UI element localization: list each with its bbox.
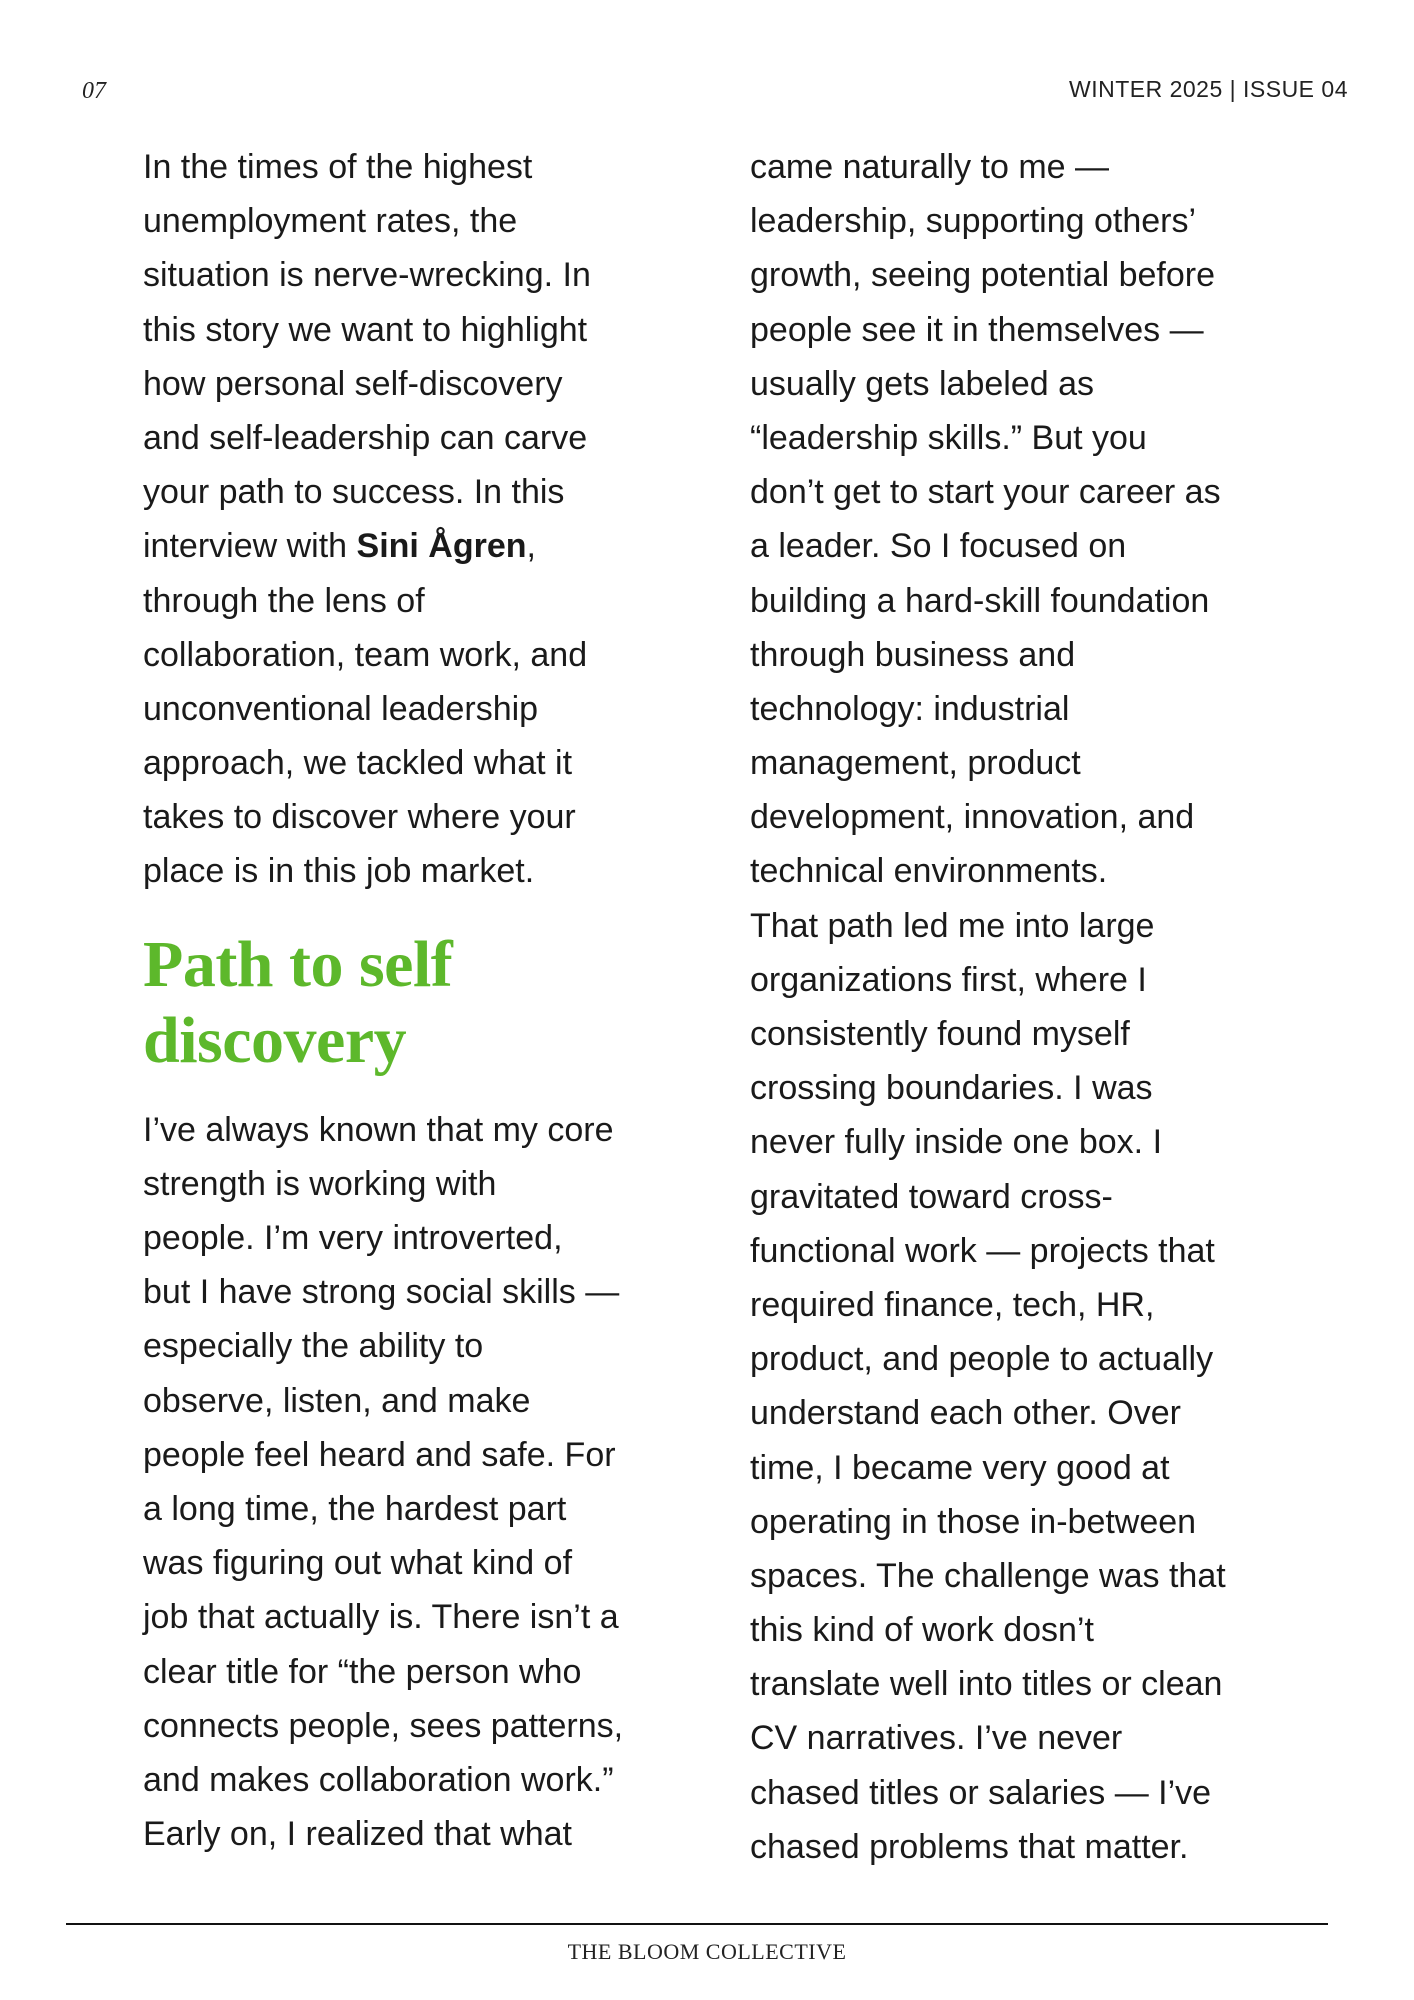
body-line: required finance, tech, HR, [750,1285,1155,1324]
intro-line: your path to success. In this [143,473,565,512]
intro-line: this story we want to highlight [143,310,588,349]
body-line: strength is working with [143,1164,497,1203]
body-line: came naturally to me — [750,148,1110,186]
section-heading-line: discovery [143,1003,407,1077]
intro-line: how personal self-discovery [143,364,563,403]
body-line: people. I’m very introverted, [143,1219,563,1257]
body-line: chased problems that matter. [750,1827,1189,1866]
body-line: Early on, I realized that what [143,1815,573,1854]
issue-label: WINTER 2025 | ISSUE 04 [1068,76,1348,102]
body-line: clear title for “the person who [143,1652,582,1691]
intro-line: and self-leadership can carve [143,418,588,457]
intro-line: approach, we tackled what it [143,744,573,783]
body-line: job that actually is. There isn’t a [143,1598,619,1637]
body-line: That path led me into large [750,906,1155,945]
body-line: crossing boundaries. I was [750,1069,1153,1108]
body-line: never fully inside one box. I [750,1123,1163,1162]
body-line: translate well into titles or clean [750,1665,1223,1704]
body-line: I’ve always known that my core [143,1110,614,1149]
body-line: people feel heard and safe. For [143,1435,616,1474]
publication-name: THE BLOOM COLLECTIVE [567,1939,847,1964]
body-line: through business and [750,635,1076,674]
intro-line: place is in this job market. [143,852,535,891]
page-number: 07 [82,78,106,104]
body-line: don’t get to start your career as [750,473,1221,512]
footer-divider [66,1923,1328,1925]
interview-prefix: interview with [143,527,357,566]
body-line: observe, listen, and make [143,1381,531,1420]
body-line: operating in those in-between [750,1502,1197,1541]
body-line: building a hard-skill foundation [750,581,1210,620]
body-line: gravitated toward cross- [750,1177,1113,1216]
body-line: chased titles or salaries — I’ve [750,1773,1212,1812]
body-line: technical environments. [750,852,1108,891]
body-line: this kind of work dosn’t [750,1611,1094,1650]
body-line: connects people, sees patterns, [143,1706,624,1745]
intro-line: unconventional leadership [143,689,539,728]
body-line: CV narratives. I’ve never [750,1719,1123,1758]
section-heading-line: Path to self [143,927,453,1001]
body-line: organizations first, where I [750,960,1147,999]
interviewee-name: Sini Ågren [356,527,527,566]
left-column [143,140,723,1861]
right-column [750,140,1350,1874]
intro-line: situation is nerve-wrecking. In [143,256,591,295]
intro-line: unemployment rates, the [143,202,518,241]
body-line: usually gets labeled as [750,364,1095,403]
body-line: technology: industrial [750,689,1070,728]
body-line: a leader. So I focused on [750,527,1127,566]
body-line: management, product [750,744,1081,783]
intro-line: through the lens of [143,581,425,620]
body-line: and makes collaboration work.” [143,1760,614,1799]
body-line: understand each other. Over [750,1394,1181,1433]
interview-suffix: , [526,527,536,566]
intro-interview-line [143,519,723,573]
body-line: especially the ability to [143,1327,484,1366]
body-line: spaces. The challenge was that [750,1556,1226,1595]
body-line: product, and people to actually [750,1340,1214,1379]
body-line: people see it in themselves — [750,310,1204,349]
body-line: leadership, supporting others’ [750,202,1197,241]
body-line: a long time, the hardest part [143,1489,567,1528]
body-line: was figuring out what kind of [143,1544,573,1583]
body-line: growth, seeing potential before [750,256,1215,295]
body-line: development, innovation, and [750,798,1195,837]
body-line: consistently found myself [750,1015,1130,1053]
intro-line: In the times of the highest [143,148,533,186]
section-heading [143,927,723,1079]
body-line: but I have strong social skills — [143,1273,620,1312]
body-line: “leadership skills.” But you [750,418,1147,457]
body-line: time, I became very good at [750,1448,1170,1487]
intro-line: collaboration, team work, and [143,635,588,674]
body-line: functional work — projects that [750,1231,1215,1270]
intro-line: takes to discover where your [143,798,576,837]
